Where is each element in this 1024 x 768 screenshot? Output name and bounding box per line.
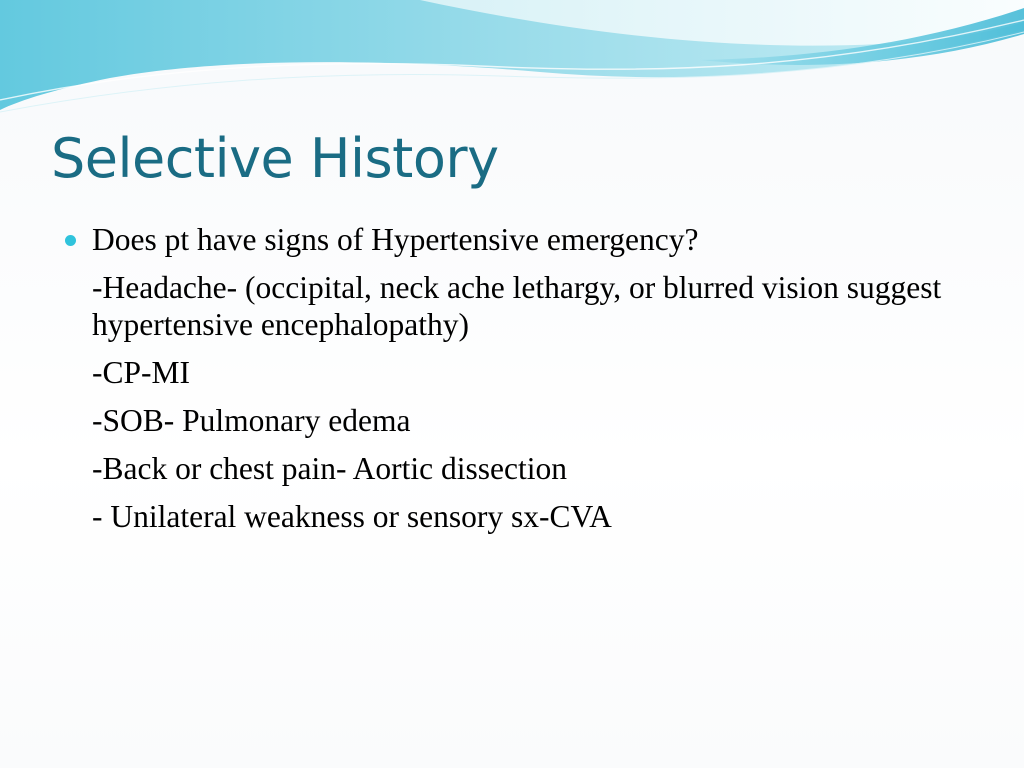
- bullet-item: [92, 221, 992, 258]
- sub-item-sob: -SOB- Pulmonary edema: [92, 403, 411, 438]
- sub-item-back-chest-pain: -Back or chest pain- Aortic dissection: [92, 451, 567, 486]
- slide-content: [92, 221, 992, 535]
- sub-item-headache: -Headache- (occipital, neck ache lethargy, or blurred vision suggest hypertensive encephalopathy): [92, 270, 942, 342]
- bullet-text: Does pt have signs of Hypertensive emergency?: [92, 222, 699, 257]
- sub-item-cp-mi: -CP-MI: [92, 355, 191, 390]
- sub-item-unilateral-weakness: - Unilateral weakness or sensory sx-CVA: [92, 499, 612, 534]
- bullet-dot-icon: [65, 235, 76, 246]
- slide-title: Selective History: [51, 127, 499, 190]
- header-wave-decoration: [0, 0, 1024, 120]
